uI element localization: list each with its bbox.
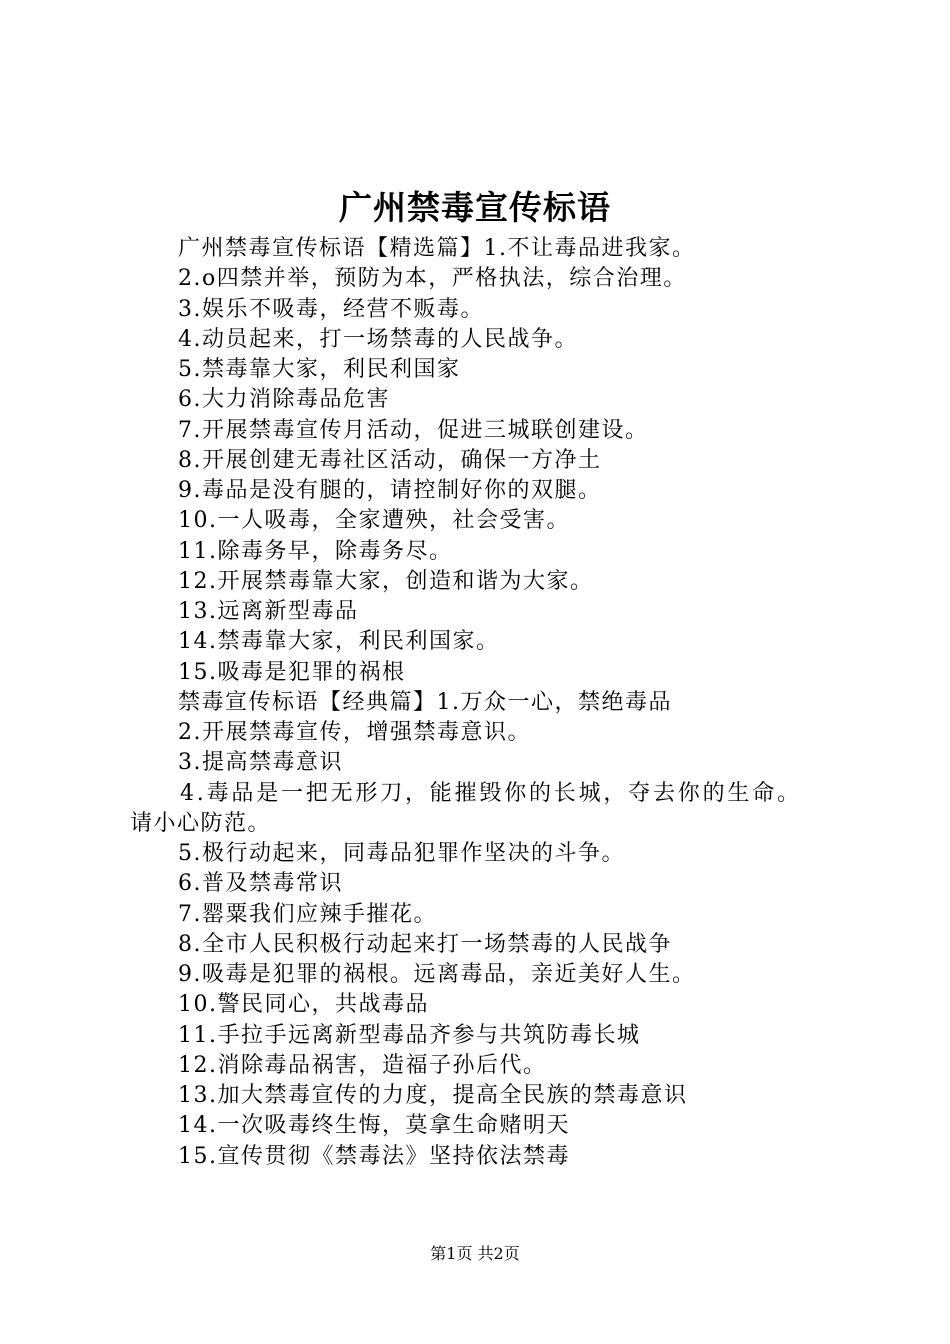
text-line: 13.加大禁毒宣传的力度，提高全民族的禁毒意识 (178, 1083, 688, 1108)
text-line: 2.o四禁并举，预防为本，严格执法，综合治理。 (178, 266, 687, 292)
text-line: 7.罂粟我们应辣手摧花。 (178, 901, 437, 927)
text-line: 13.远离新型毒品 (178, 599, 359, 624)
text-line: 4.毒品是一把无形刀，能摧毁你的长城，夺去你的生命。 (180, 780, 802, 806)
page-number: 第1页 共2页 (430, 1244, 520, 1263)
text-line: 禁毒宣传标语【经典篇】1.万众一心，禁绝毒品 (178, 689, 672, 715)
text-line: 12.消除毒品祸害，造福子孙后代。 (178, 1052, 547, 1078)
text-line: 5.极行动起来，同毒品犯罪作坚决的斗争。 (178, 841, 625, 866)
text-line: 6.大力消除毒品危害 (178, 387, 390, 413)
text-line: 8.开展创建无毒社区活动，确保一方净土 (178, 447, 602, 473)
text-line: 12.开展禁毒靠大家，创造和谐为大家。 (178, 568, 594, 594)
text-line: 14.禁毒靠大家，利民利国家。 (178, 629, 500, 655)
text-line: 11.手拉手远离新型毒品齐参与共筑防毒长城 (178, 1022, 641, 1048)
text-line: 5.禁毒靠大家，利民利国家 (178, 357, 461, 382)
text-line: 广州禁毒宣传标语【精选篇】1.不让毒品进我家。 (178, 236, 696, 261)
text-line: 6.普及禁毒常识 (178, 871, 343, 897)
text-line: 2.开展禁毒宣传，增强禁毒意识。 (178, 720, 531, 745)
text-line: 9.毒品是没有腿的，请控制好你的双腿。 (178, 478, 602, 503)
text-line: 11.除毒务早，除毒务尽。 (178, 538, 453, 564)
text-line: 3.娱乐不吸毒，经营不贩毒。 (178, 296, 484, 322)
text-line: 10.一人吸毒，全家遭殃，社会受害。 (178, 508, 570, 534)
text-line: 8.全市人民积极行动起来打一场禁毒的人民战争 (178, 931, 672, 957)
text-line: 15.吸毒是犯罪的祸根 (178, 659, 406, 685)
text-line: 请小心防范。 (130, 810, 272, 836)
text-line: 10.警民同心，共战毒品 (178, 992, 429, 1018)
document-title: 广州禁毒宣传标语 (339, 188, 611, 227)
text-line: 14.一次吸毒终生悔，莫拿生命赌明天 (178, 1113, 570, 1139)
text-line: 3.提高禁毒意识 (178, 750, 343, 776)
text-line: 9.吸毒是犯罪的祸根。远离毒品，亲近美好人生。 (178, 962, 696, 987)
text-line: 4.动员起来，打一场禁毒的人民战争。 (178, 326, 578, 352)
document-body (130, 234, 850, 1172)
text-line: 7.开展禁毒宣传月活动，促进三城联创建设。 (178, 417, 649, 443)
text-line: 15.宣传贯彻《禁毒法》坚持依法禁毒 (178, 1143, 570, 1169)
